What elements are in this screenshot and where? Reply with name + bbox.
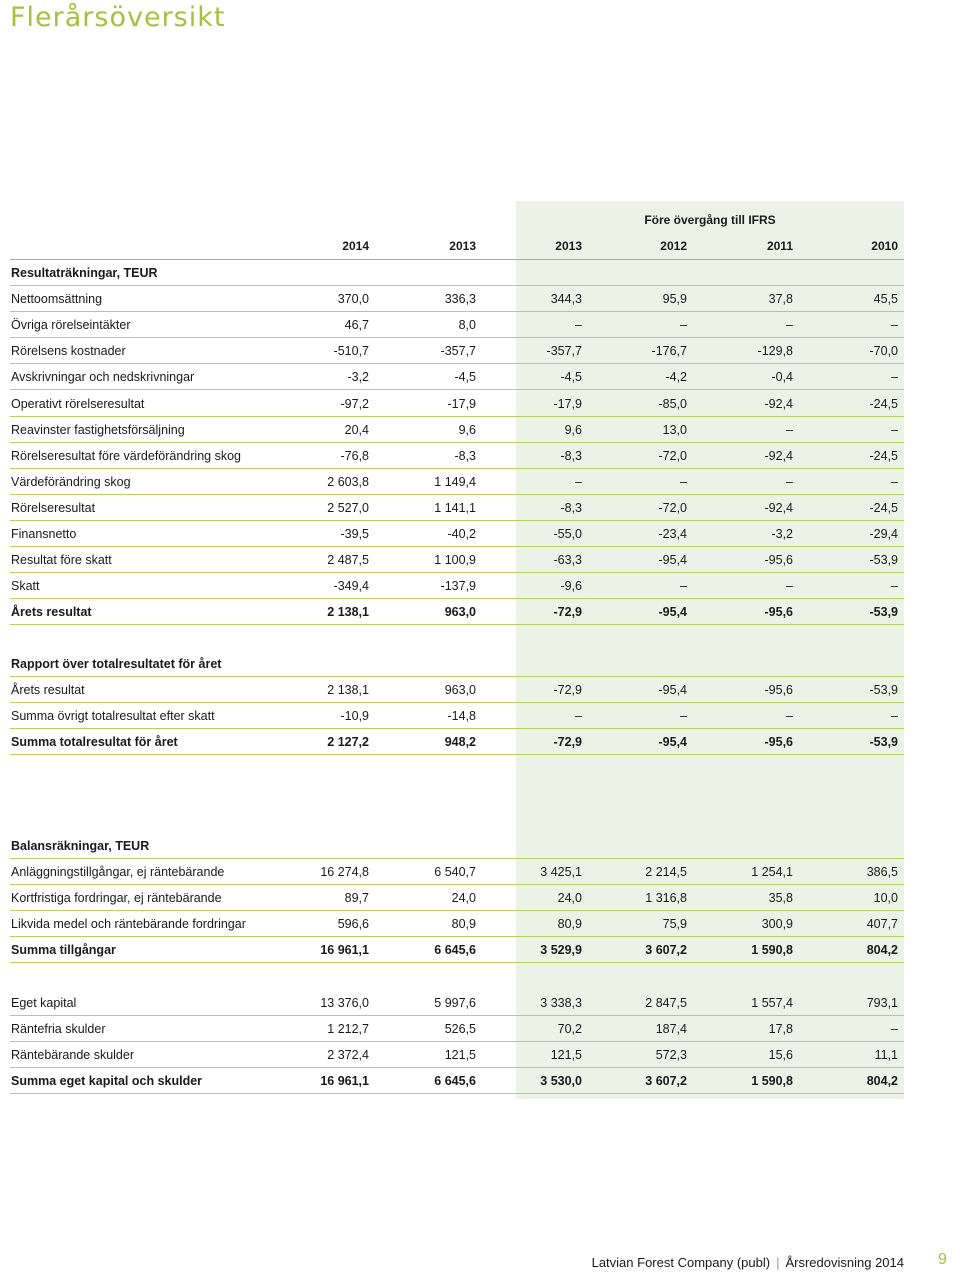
cell-value: 2 372,4 (327, 1048, 369, 1063)
table-row (0, 312, 960, 338)
cell-value: 3 607,2 (645, 943, 687, 958)
row-label: Likvida medel och räntebärande fordringar (11, 917, 246, 932)
row-label: Räntefria skulder (11, 1022, 106, 1037)
table-row (0, 990, 960, 1016)
cell-value: 2 138,1 (327, 605, 369, 620)
cell-value: 1 100,9 (434, 553, 476, 568)
cell-value: 75,9 (662, 917, 687, 932)
cell-value: – (891, 422, 898, 437)
cell-value: – (575, 318, 582, 333)
cell-value: 24,0 (451, 891, 476, 906)
table-row (0, 364, 960, 390)
cell-value: 80,9 (451, 917, 476, 932)
year-header: 2014 (342, 239, 369, 253)
cell-value: -92,4 (764, 448, 793, 463)
cell-value: -510,7 (333, 344, 369, 359)
cell-value: 2 138,1 (327, 683, 369, 698)
cell-value: -95,6 (764, 683, 793, 698)
footer-separator: | (776, 1255, 780, 1270)
table-row (0, 677, 960, 703)
row-label: Rörelseresultat före värdeförändring skog (11, 448, 241, 463)
cell-value: -92,4 (764, 396, 793, 411)
cell-value: -95,6 (764, 605, 793, 620)
cell-value: 10,0 (873, 891, 898, 906)
cell-value: 13 376,0 (320, 996, 369, 1010)
table-row (0, 859, 960, 885)
cell-value: 2 603,8 (327, 474, 369, 489)
cell-value: -4,5 (560, 370, 582, 385)
cell-value: 13,0 (662, 422, 687, 437)
cell-value: 2 527,0 (327, 500, 369, 515)
cell-value: 1 590,8 (751, 1074, 793, 1089)
section-header-row (0, 651, 960, 677)
cell-value: -10,9 (340, 709, 369, 724)
row-divider (10, 962, 904, 963)
cell-value: -129,8 (757, 344, 793, 359)
cell-value: -70,0 (869, 344, 898, 359)
cell-value: 2 214,5 (645, 865, 687, 880)
cell-value: 526,5 (444, 1022, 476, 1037)
cell-value: 948,2 (444, 735, 476, 750)
cell-value: – (680, 474, 687, 489)
cell-value: 1 254,1 (751, 865, 793, 880)
cell-value: -95,4 (658, 683, 687, 698)
cell-value: 804,2 (866, 943, 898, 958)
row-label: Reavinster fastighetsförsäljning (11, 422, 185, 437)
cell-value: – (575, 709, 582, 724)
cell-value: -72,0 (658, 448, 687, 463)
cell-value: 2 127,2 (327, 735, 369, 750)
row-label: Summa tillgångar (11, 943, 116, 958)
cell-value: 17,8 (768, 1022, 793, 1037)
cell-value: – (891, 318, 898, 333)
row-label: Anläggningstillgångar, ej räntebärande (11, 865, 225, 880)
cell-value: -72,9 (553, 605, 582, 620)
cell-value: -8,3 (560, 500, 582, 515)
cell-value: 45,5 (873, 292, 898, 307)
cell-value: – (786, 422, 793, 437)
cell-value: -23,4 (658, 527, 687, 541)
cell-value: -24,5 (869, 448, 898, 463)
row-divider (10, 754, 904, 755)
cell-value: -85,0 (658, 396, 687, 411)
cell-value: -53,9 (869, 735, 898, 750)
row-label: Summa eget kapital och skulder (11, 1074, 203, 1089)
row-label: Eget kapital (11, 996, 77, 1010)
cell-value: 121,5 (550, 1048, 582, 1063)
table-row (0, 495, 960, 521)
cell-value: 8,0 (458, 318, 476, 333)
cell-value: 24,0 (557, 891, 582, 906)
row-divider (10, 1093, 904, 1094)
cell-value: -8,3 (560, 448, 582, 463)
cell-value: 3 529,9 (540, 943, 582, 958)
cell-value: -53,9 (869, 553, 898, 568)
table-row (0, 885, 960, 911)
year-header: 2010 (871, 239, 898, 253)
cell-value: -63,3 (553, 553, 582, 568)
table-row (0, 1068, 960, 1094)
row-label: Rörelseresultat (11, 500, 96, 515)
cell-value: 370,0 (337, 292, 369, 307)
cell-value: -72,9 (553, 683, 582, 698)
table-row (0, 1042, 960, 1068)
row-label: Rörelsens kostnader (11, 344, 126, 359)
section-title: Balansräkningar, TEUR (11, 839, 150, 853)
cell-value: 1 316,8 (645, 891, 687, 906)
cell-value: – (680, 318, 687, 333)
cell-value: 9,6 (458, 422, 476, 437)
cell-value: 20,4 (344, 422, 369, 437)
table-row (0, 729, 960, 755)
cell-value: – (891, 370, 898, 385)
cell-value: 1 557,4 (751, 996, 793, 1010)
cell-value: 300,9 (761, 917, 793, 932)
footer-report: Årsredovisning 2014 (785, 1255, 904, 1270)
year-header-row (0, 234, 960, 260)
cell-value: – (575, 474, 582, 489)
cell-value: -72,9 (553, 735, 582, 750)
table-row (0, 573, 960, 599)
year-header: 2011 (766, 239, 793, 253)
cell-value: -4,2 (665, 370, 687, 385)
cell-value: 16 274,8 (320, 865, 369, 880)
cell-value: – (680, 709, 687, 724)
cell-value: 963,0 (444, 605, 476, 620)
cell-value: -24,5 (869, 396, 898, 411)
cell-value: 3 425,1 (540, 865, 582, 880)
cell-value: -3,2 (771, 527, 793, 541)
cell-value: 70,2 (557, 1022, 582, 1037)
cell-value: 336,3 (444, 292, 476, 307)
cell-value: 963,0 (444, 683, 476, 698)
cell-value: 80,9 (557, 917, 582, 932)
table-row (0, 417, 960, 443)
cell-value: 572,3 (655, 1048, 687, 1063)
cell-value: 35,8 (768, 891, 793, 906)
row-label: Avskrivningar och nedskrivningar (11, 370, 195, 385)
cell-value: -17,9 (553, 396, 582, 411)
cell-value: – (786, 318, 793, 333)
page-number: 9 (938, 1251, 947, 1268)
table-row (0, 286, 960, 312)
cell-value: 6 645,6 (434, 1074, 476, 1089)
cell-value: 6 540,7 (434, 865, 476, 880)
cell-value: 344,3 (550, 292, 582, 307)
cell-value: – (891, 709, 898, 724)
footer-company: Latvian Forest Company (publ) (591, 1255, 771, 1270)
year-header: 2012 (660, 239, 687, 253)
cell-value: -4,5 (454, 370, 476, 385)
cell-value: – (891, 579, 898, 594)
cell-value: -95,4 (658, 553, 687, 568)
cell-value: -357,7 (440, 344, 476, 359)
cell-value: 37,8 (768, 292, 793, 307)
table-row (0, 937, 960, 963)
cell-value: -95,6 (764, 553, 793, 568)
page-title: Flerårsöversikt (10, 2, 226, 33)
row-label: Nettoomsättning (11, 292, 103, 307)
cell-value: 1 212,7 (327, 1022, 369, 1037)
cell-value: -39,5 (340, 527, 369, 541)
cell-value: -0,4 (771, 370, 793, 385)
cell-value: -76,8 (340, 448, 369, 463)
cell-value: 11,1 (874, 1048, 898, 1063)
cell-value: -53,9 (869, 605, 898, 620)
cell-value: 15,6 (768, 1048, 793, 1063)
cell-value: 1 149,4 (434, 474, 476, 489)
cell-value: -95,4 (658, 605, 687, 620)
cell-value: 804,2 (866, 1074, 898, 1089)
cell-value: – (680, 579, 687, 594)
row-label: Årets resultat (11, 683, 85, 698)
cell-value: -53,9 (869, 683, 898, 698)
cell-value: 2 847,5 (645, 996, 687, 1010)
cell-value: -8,3 (454, 448, 476, 463)
year-header: 2013 (449, 239, 476, 253)
cell-value: -95,4 (658, 735, 687, 750)
pre-ifrs-label: Före övergång till IFRS (644, 213, 776, 227)
row-label: Övriga rörelseintäkter (11, 318, 131, 333)
cell-value: -357,7 (546, 344, 582, 359)
cell-value: 16 961,1 (320, 1074, 369, 1089)
cell-value: – (786, 579, 793, 594)
cell-value: – (891, 474, 898, 489)
cell-value: -9,6 (560, 579, 582, 594)
cell-value: 9,6 (564, 422, 582, 437)
cell-value: -40,2 (447, 527, 476, 541)
cell-value: 386,5 (866, 865, 898, 880)
table-row (0, 443, 960, 469)
footer (592, 1255, 904, 1270)
cell-value: 3 607,2 (645, 1074, 687, 1089)
table-row (0, 469, 960, 495)
row-label: Skatt (11, 579, 40, 594)
cell-value: -137,9 (440, 579, 476, 594)
row-label: Räntebärande skulder (11, 1048, 134, 1063)
cell-value: 121,5 (444, 1048, 476, 1063)
row-label: Summa totalresultat för året (11, 735, 178, 750)
row-label: Värdeförändring skog (11, 474, 131, 489)
cell-value: 1 141,1 (434, 500, 476, 515)
cell-value: 6 645,6 (434, 943, 476, 958)
cell-value: 16 961,1 (320, 943, 369, 958)
cell-value: 596,6 (337, 917, 369, 932)
cell-value: -24,5 (869, 500, 898, 515)
table-row (0, 338, 960, 364)
cell-value: – (786, 474, 793, 489)
cell-value: 5 997,6 (434, 996, 476, 1010)
cell-value: – (891, 1022, 898, 1037)
cell-value: -349,4 (333, 579, 369, 594)
table-row (0, 911, 960, 937)
section-title: Resultaträkningar, TEUR (11, 266, 158, 280)
cell-value: 2 487,5 (327, 553, 369, 568)
cell-value: 3 530,0 (540, 1074, 582, 1089)
section-header-row (0, 833, 960, 859)
cell-value: 187,4 (655, 1022, 687, 1037)
section-title: Rapport över totalresultatet för året (11, 657, 222, 671)
row-divider (10, 624, 904, 625)
row-label: Resultat före skatt (11, 553, 112, 568)
row-label: Operativt rörelseresultat (11, 396, 145, 411)
cell-value: -29,4 (869, 527, 898, 541)
cell-value: 407,7 (866, 917, 898, 932)
cell-value: 95,9 (662, 292, 687, 307)
cell-value: -95,6 (764, 735, 793, 750)
cell-value: – (786, 709, 793, 724)
row-label: Finansnetto (11, 527, 77, 541)
table-row (0, 547, 960, 573)
row-label: Kortfristiga fordringar, ej räntebärande (11, 891, 222, 906)
cell-value: 46,7 (344, 318, 369, 333)
table-row (0, 1016, 960, 1042)
cell-value: 3 338,3 (540, 996, 582, 1010)
cell-value: 89,7 (344, 891, 369, 906)
cell-value: -3,2 (347, 370, 369, 385)
table-row (0, 599, 960, 625)
cell-value: -92,4 (764, 500, 793, 515)
cell-value: -55,0 (553, 527, 582, 541)
cell-value: -72,0 (658, 500, 687, 515)
cell-value: -17,9 (447, 396, 476, 411)
row-label: Summa övrigt totalresultat efter skatt (11, 709, 215, 724)
section-header-row (0, 260, 960, 286)
row-label: Årets resultat (11, 605, 92, 620)
table-row (0, 521, 960, 547)
table-row (0, 391, 960, 417)
cell-value: -176,7 (651, 344, 687, 359)
table-row (0, 703, 960, 729)
cell-value: -97,2 (340, 396, 369, 411)
cell-value: -14,8 (447, 709, 476, 724)
cell-value: 1 590,8 (751, 943, 793, 958)
year-header: 2013 (555, 239, 582, 253)
cell-value: 793,1 (866, 996, 898, 1010)
